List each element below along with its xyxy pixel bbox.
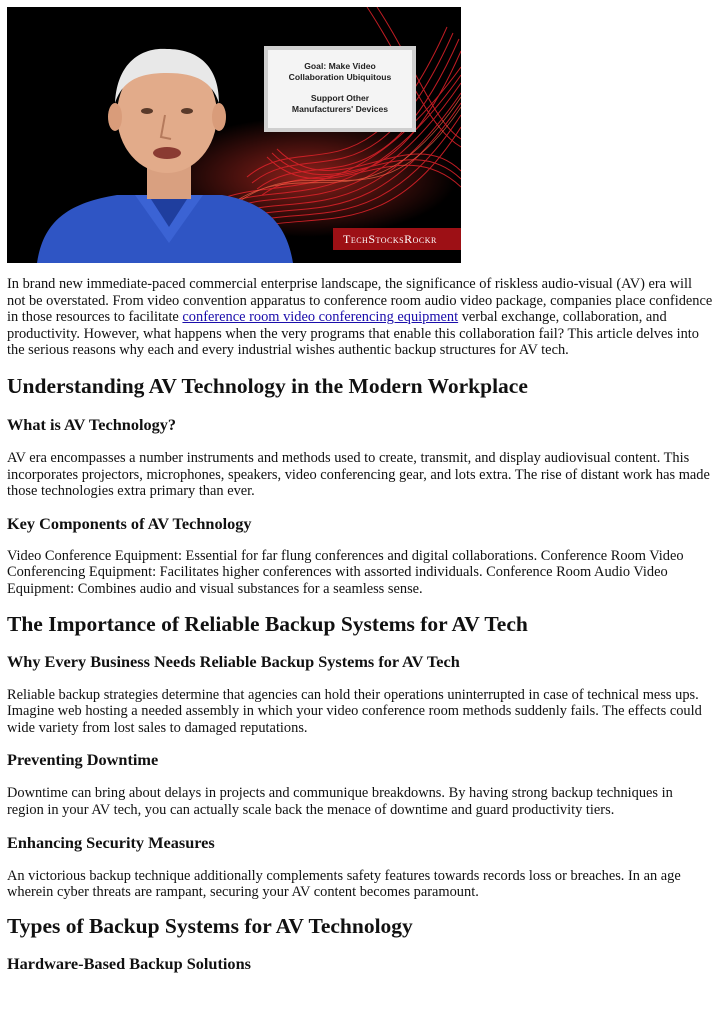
conference-equipment-link[interactable]: conference room video conferencing equipment <box>182 309 459 326</box>
slide-support-line2: Manufacturers' Devices <box>291 104 389 114</box>
heading-what-is-av: What is AV Technology? <box>7 414 177 434</box>
heading-security: Enhancing Security Measures <box>7 832 215 852</box>
brand-logo: TechStocksRockr <box>333 228 461 250</box>
intro-text-before: In brand new immediate-paced commercial enterprise landscape, the significance of riskless audio-visual (AV) era will not be overstated. From video convention apparatus to conference room audio video package, companies place confidence in those resources to facilitate <box>7 276 713 326</box>
slide-support-line1: Support Other <box>310 93 370 103</box>
heading-key-components: Key Components of AV Technology <box>7 513 252 533</box>
intro-text-after: verbal exchange, collaboration, and productivity. However, what happens when the very programs that enable this collaboration fail? This article delves into the serious reasons why each and every industrial wishes authentic backup structures for AV tech. <box>7 309 699 359</box>
paragraph-preventing-downtime: Downtime can bring about delays in projects and communique breakdowns. By having strong backup techniques in region in your AV tech, you can actually scale back the menace of downtime and guard productivity tiers. <box>7 785 673 818</box>
hero-video-thumbnail[interactable] <box>7 7 461 263</box>
slide-card <box>264 46 416 132</box>
paragraph-security: An victorious backup technique additionally complements safety features towards records loss or breaches. In an age wherein cyber threats are rampant, securing your AV content becomes paramount. <box>7 867 681 901</box>
heading-types: Types of Backup Systems for AV Technology <box>7 913 413 938</box>
paragraph-key-components: Video Conference Equipment: Essential for far flung conferences and digital collaborations. Conference Room Video Conferencing Equipment: Facilitates higher conferences with assorted individuals. Conference Room Audio Video Equipment: Combines audio and visual substances for a seamless sense. <box>7 547 684 597</box>
heading-why-backup: Why Every Business Needs Reliable Backup Systems for AV Tech <box>7 651 460 671</box>
paragraph-what-is-av: AV era encompasses a number instruments and methods used to create, transmit, and display audiovisual content. This incorporates projectors, microphones, speakers, video conferencing gear, and lots extra. The rise of distant work has made those technologies extra primary than ever. <box>7 449 710 500</box>
slide-goal-line1: Goal: Make Video <box>304 61 376 71</box>
paragraph-why-backup: Reliable backup strategies determine that agencies can hold their operations uninterrupted in case of technical mess ups. Imagine web hosting a needed assembly in which your video conference room methods suddenly fails. The effects could wide variety from lost sales to damaged reputations. <box>7 686 702 736</box>
intro-paragraph <box>7 276 713 359</box>
slide-goal-line2: Collaboration Ubiquitous <box>288 72 392 82</box>
heading-preventing-downtime: Preventing Downtime <box>7 750 159 770</box>
heading-hardware-backup: Hardware-Based Backup Solutions <box>7 953 251 973</box>
heading-understanding: Understanding AV Technology in the Modern Workplace <box>7 373 528 398</box>
heading-importance: The Importance of Reliable Backup Systems for AV Tech <box>7 611 528 636</box>
